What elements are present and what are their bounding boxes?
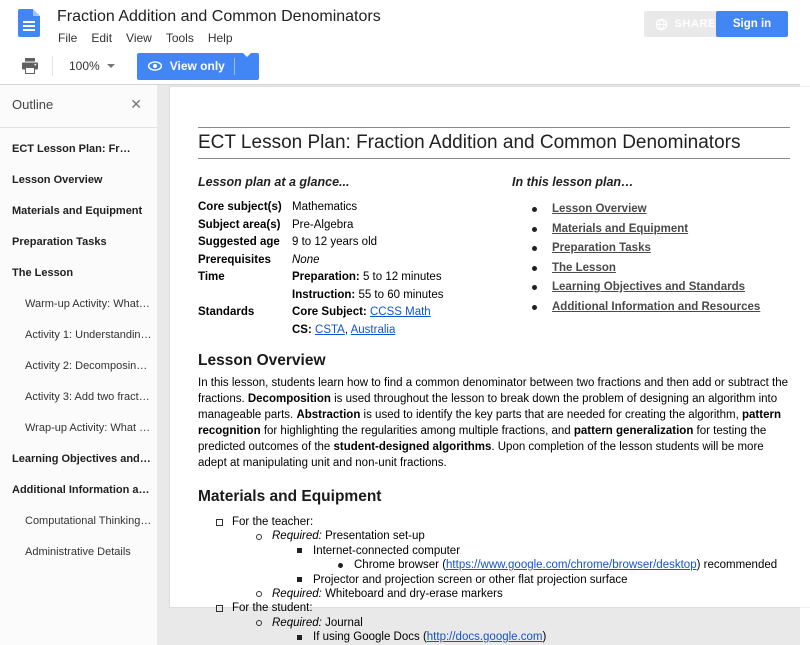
glance-heading: Lesson plan at a glance... bbox=[198, 175, 350, 189]
doc-link[interactable]: https://www.google.com/chrome/browser/desktop bbox=[446, 559, 697, 572]
outline-item[interactable]: Learning Objectives and… bbox=[12, 453, 151, 465]
toc-link[interactable]: Lesson Overview bbox=[552, 203, 647, 215]
menu-file[interactable]: File bbox=[58, 31, 78, 45]
materials-item: Required: Whiteboard and dry-erase markers bbox=[198, 587, 790, 601]
list-marker bbox=[338, 563, 343, 568]
toolbar bbox=[0, 48, 800, 85]
glance-label: Subject area(s) bbox=[198, 218, 281, 231]
outline-item[interactable]: Warm-up Activity: What… bbox=[25, 298, 150, 310]
materials-item: If using Google Docs (http://docs.google.com) bbox=[198, 630, 790, 644]
glance-row bbox=[198, 199, 512, 217]
toc-heading: In this lesson plan… bbox=[512, 175, 634, 189]
toc-item bbox=[512, 298, 790, 318]
toc-item bbox=[512, 259, 790, 279]
outline-item[interactable]: Activity 2: Decomposin… bbox=[25, 360, 148, 372]
view-only-button[interactable] bbox=[137, 53, 259, 80]
list-marker bbox=[256, 591, 262, 597]
outline-item[interactable]: Computational Thinking… bbox=[25, 515, 152, 527]
share-button[interactable] bbox=[644, 11, 727, 37]
outline-header: Outline bbox=[12, 97, 54, 112]
bullet-icon bbox=[532, 207, 537, 212]
title-rule-bottom bbox=[198, 158, 790, 159]
view-mode-label: View only bbox=[169, 59, 225, 73]
glance-value: Pre-Algebra bbox=[292, 218, 354, 231]
toc-item bbox=[512, 220, 790, 240]
outline-list bbox=[0, 128, 157, 568]
section-heading-lesson-overview: Lesson Overview bbox=[198, 352, 326, 369]
bullet-icon bbox=[532, 227, 537, 232]
glance-row bbox=[198, 252, 512, 270]
materials-item: Required: Journal bbox=[198, 616, 790, 630]
glance-label: Prerequisites bbox=[198, 253, 271, 266]
list-marker bbox=[297, 635, 302, 640]
materials-item: For the student: bbox=[198, 601, 790, 615]
glance-label: Core subject(s) bbox=[198, 201, 282, 213]
materials-item: For the teacher: bbox=[198, 515, 790, 529]
list-marker bbox=[297, 548, 302, 553]
glance-value: Preparation: 5 to 12 minutes Instruction: 55 to 60 minutes bbox=[292, 271, 444, 301]
glance-table bbox=[198, 199, 512, 339]
outline-item[interactable]: The Lesson bbox=[12, 267, 74, 279]
toc-link[interactable]: Materials and Equipment bbox=[552, 222, 689, 235]
materials-item: Internet-connected computer bbox=[198, 544, 790, 558]
dropdown-caret-icon bbox=[243, 53, 251, 74]
outline-item[interactable]: Activity 3: Add two fract… bbox=[25, 391, 150, 403]
zoom-value: 100% bbox=[69, 59, 100, 73]
outline-item[interactable]: Administrative Details bbox=[25, 546, 131, 558]
materials-item: Chrome browser (https://www.google.com/chrome/browser/desktop) recommended bbox=[198, 558, 790, 572]
materials-list bbox=[198, 515, 790, 645]
toc-item bbox=[512, 239, 790, 259]
outline-item[interactable]: Activity 1: Understandin… bbox=[25, 329, 152, 341]
bullet-icon bbox=[532, 285, 537, 290]
list-marker bbox=[256, 620, 262, 626]
glance-row bbox=[198, 269, 512, 304]
outline-item[interactable]: Wrap-up Activity: What … bbox=[25, 422, 151, 434]
toc-link[interactable]: The Lesson bbox=[552, 261, 616, 274]
toc-list bbox=[512, 200, 790, 317]
google-docs-icon[interactable] bbox=[18, 9, 40, 37]
glance-value: Mathematics bbox=[292, 201, 358, 213]
materials-item: Projector and projection screen or other flat projection surface bbox=[198, 573, 790, 587]
bullet-icon bbox=[532, 246, 537, 251]
page-title: ECT Lesson Plan: Fraction Addition and Common Denominators bbox=[198, 132, 741, 153]
doc-link[interactable]: http://docs.google.com bbox=[426, 631, 543, 644]
list-marker bbox=[297, 577, 302, 582]
doc-link[interactable]: Australia bbox=[350, 323, 396, 336]
print-icon bbox=[20, 57, 40, 75]
glance-column bbox=[198, 175, 512, 339]
view-mode-caret[interactable] bbox=[235, 57, 259, 75]
menu-tools[interactable]: Tools bbox=[165, 31, 194, 45]
toc-link[interactable]: Preparation Tasks bbox=[552, 242, 651, 254]
toc-link[interactable]: Learning Objectives and Standards bbox=[552, 281, 745, 293]
doc-link[interactable]: CCSS Math bbox=[369, 306, 431, 318]
glance-value: Core Subject: CCSS Math CS: CSTA, Australia bbox=[292, 306, 431, 336]
menu-bar bbox=[51, 29, 240, 47]
print-button[interactable] bbox=[20, 57, 40, 75]
toc-item bbox=[512, 200, 790, 220]
close-icon[interactable]: ✕ bbox=[130, 96, 142, 112]
menu-view[interactable]: View bbox=[126, 31, 152, 45]
list-marker bbox=[216, 605, 223, 612]
glance-label: Time bbox=[198, 271, 225, 283]
zoom-select[interactable] bbox=[63, 55, 121, 77]
document-page[interactable] bbox=[170, 87, 810, 644]
dropdown-caret-icon bbox=[107, 64, 115, 68]
top-bar bbox=[0, 0, 800, 49]
glance-label: Suggested age bbox=[198, 236, 280, 248]
glance-value: 9 to 12 years old bbox=[292, 236, 378, 248]
overview-paragraph: In this lesson, students learn how to find a common denominator between two fractions and then add or subtract the fractions. Decomposition is used throughout the lesson to break down the problem of designing an algorithm into manageable parts. Abstraction is used to identify the key parts that are needed for creating the algorithm, pattern recognition for highlighting the regularities among multiple fractions, and pattern generalization for testing the predicted outcomes of the student-designed algorithms. Upon completion of the lesson students will be more adept at manipulating unit and non-unit fractions. bbox=[198, 377, 789, 469]
document-title: Fraction Addition and Common Denominators bbox=[57, 8, 381, 25]
doc-link[interactable]: CSTA bbox=[315, 323, 345, 336]
toolbar-divider bbox=[52, 56, 53, 76]
section-heading-materials: Materials and Equipment bbox=[198, 488, 382, 505]
outline-item[interactable]: Materials and Equipment bbox=[12, 205, 143, 217]
glance-row bbox=[198, 217, 512, 235]
glance-value: None bbox=[292, 253, 320, 266]
glance-row bbox=[198, 234, 512, 252]
toc-link[interactable]: Additional Information and Resources bbox=[552, 300, 761, 313]
glance-row bbox=[198, 304, 512, 339]
materials-item: Required: Presentation set-up bbox=[198, 529, 790, 543]
list-marker bbox=[216, 519, 223, 526]
list-marker bbox=[256, 534, 262, 540]
glance-label: Standards bbox=[198, 306, 255, 318]
toc-item bbox=[512, 278, 790, 298]
toc-column bbox=[512, 175, 790, 339]
docs-icon-fold bbox=[33, 9, 40, 16]
bullet-icon bbox=[532, 266, 537, 271]
menu-help[interactable]: Help bbox=[207, 31, 233, 45]
outline-item[interactable]: Additional Information a… bbox=[12, 484, 150, 496]
outline-item[interactable]: Lesson Overview bbox=[12, 174, 103, 186]
eye-icon bbox=[147, 58, 163, 74]
outline-item[interactable]: Preparation Tasks bbox=[12, 236, 107, 248]
bullet-icon bbox=[532, 305, 537, 310]
outline-sidebar bbox=[0, 85, 157, 645]
sign-in-button[interactable]: Sign in bbox=[716, 11, 788, 37]
outline-item[interactable]: ECT Lesson Plan: Fr… bbox=[12, 143, 131, 155]
menu-edit[interactable]: Edit bbox=[91, 31, 113, 45]
share-label: SHARE bbox=[674, 18, 716, 30]
globe-icon bbox=[655, 18, 668, 31]
